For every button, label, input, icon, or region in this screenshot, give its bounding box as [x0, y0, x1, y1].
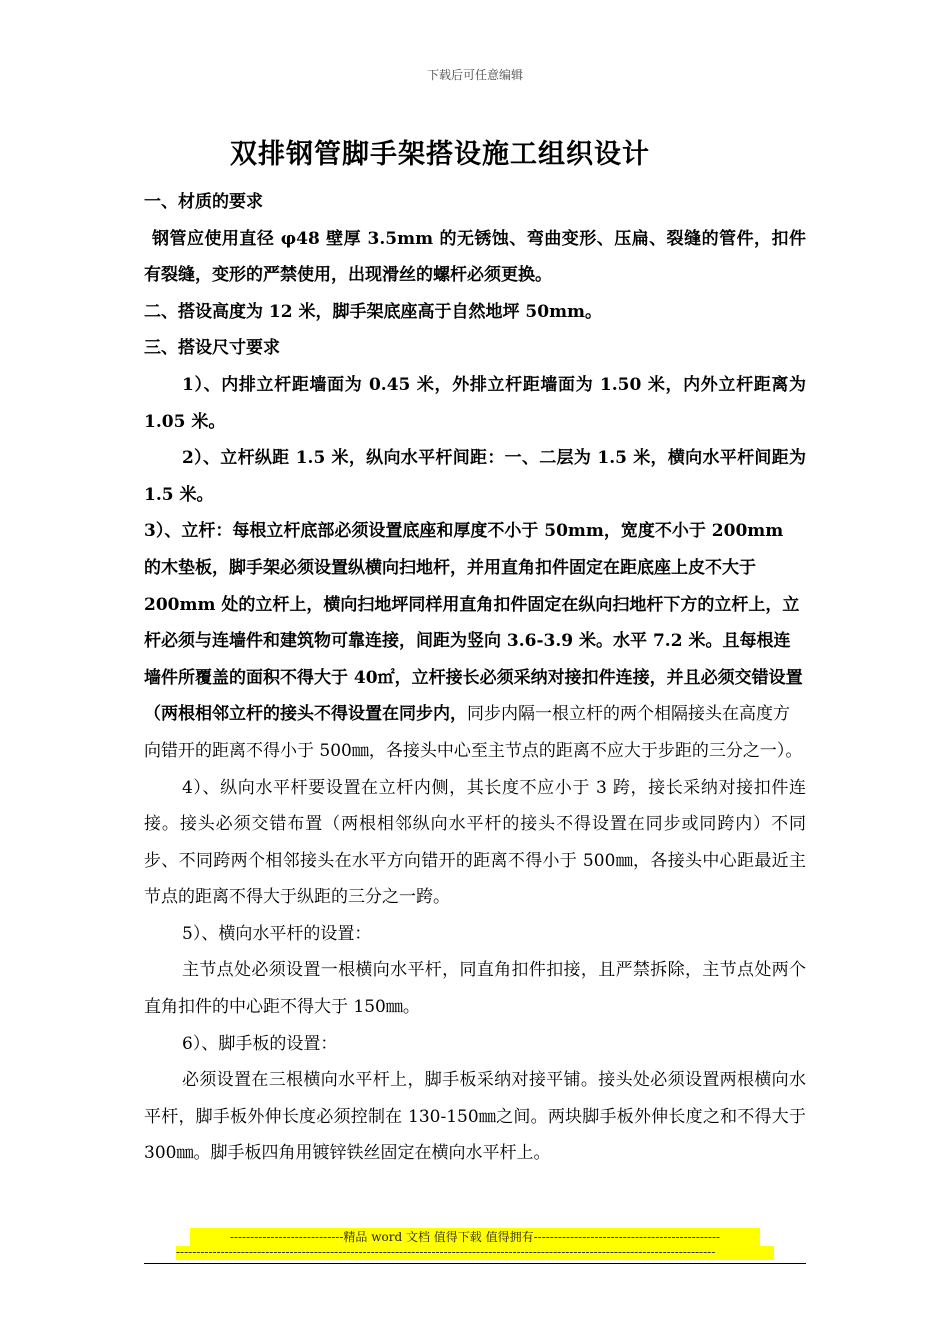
item-6-body: 必须设置在三根横向水平杆上，脚手板采纳对接平铺。接头处必须设置两根横向水平杆，脚手板外伸长度必须控制在 130-150㎜之间。两块脚手板外伸长度之和不得大于 300㎜。脚手板四角用镀锌铁丝固定在横向水平杆上。 — [144, 1070, 806, 1164]
item-6-heading: 6）、脚手板的设置： — [182, 1033, 338, 1054]
item-3-part-1: 3）、立杆：每根立杆底部必须设置底座和厚度不小于 50mm，宽度不小于 200mm 的木垫板，脚手架必须设置纵横向扫地杆，并用直角扣件固定在距底座上皮不大于 200mm 处的立杆上，横向扫地坪同样用直角扣件固定在纵向扫地杆下方的立杆上，立杆必须与连墙件和建筑物可靠连接，间距为竖向 3.6-3.9 米。水平 7.2 米。且每根连墙件所覆盖的面积不得大于 40㎡，立杆接长必须采纳对接扣件连接，并且必须交错设置（两根相邻立杆的接头不得设置在同步内， — [144, 521, 803, 725]
item-3-part-2: 同步内隔一根立杆的两个相隔接头在高度方向错开的距离不得小于 500㎜，各接头中心至主节点的距离不应大于步距的三分之一）。 — [144, 704, 803, 761]
item-5-body: 主节点处必须设置一根横向水平杆，同直角扣件扣接，且严禁拆除，主节点处两个直角扣件的中心距不得大于 150㎜。 — [144, 960, 806, 1018]
item-1: 1）、内排立杆距墙面为 0.45 米，外排立杆距墙面为 1.50 米，内外立杆距离为 1.05 米。 — [144, 374, 806, 432]
footer-banner-dashes: ------------------------------------------------------------------------------------------------------------------------------------- — [176, 1246, 774, 1260]
document-title-text: 双排钢管脚手架搭设施工组织设计 — [230, 139, 650, 170]
footer-rule — [144, 1263, 806, 1264]
section-1-body: 钢管应使用直径 φ48 壁厚 3.5mm 的无锈蚀、弯曲变形、压扁、裂缝的管件，扣件有裂缝，变形的严禁使用，出现滑丝的螺杆必须更换。 — [144, 228, 806, 286]
document-body — [144, 184, 806, 1172]
header-note: 下载后可任意编辑 — [426, 68, 523, 82]
section-1-heading: 一、材质的要求 — [144, 192, 263, 212]
footer-banner: ----------------------------精品 word 文档 值得下载 值得拥有---------------------------------------------- — [190, 1228, 760, 1246]
item-4: 4）、纵向水平杆要设置在立杆内侧，其长度不应小于 3 跨，接长采纳对接扣件连接。接头必须交错布置（两根相邻纵向水平杆的接头不得设置在同步或同跨内）不同步、不同跨两个相邻接头在水平方向错开的距离不得小于 500㎜，各接头中心距最近主节点的距离不得大于纵距的三分之一跨。 — [144, 777, 806, 908]
document-title — [0, 132, 950, 171]
item-5-heading: 5）、横向水平杆的设置： — [182, 923, 372, 944]
section-2-heading: 二、搭设高度为 12 米，脚手架底座高于自然地坪 50mm。 — [144, 301, 603, 322]
section-3-heading: 三、搭设尺寸要求 — [144, 338, 280, 359]
item-2: 2）、立杆纵距 1.5 米，纵向水平杆间距：一、二层为 1.5 米，横向水平杆间距为 1.5 米。 — [144, 448, 806, 505]
